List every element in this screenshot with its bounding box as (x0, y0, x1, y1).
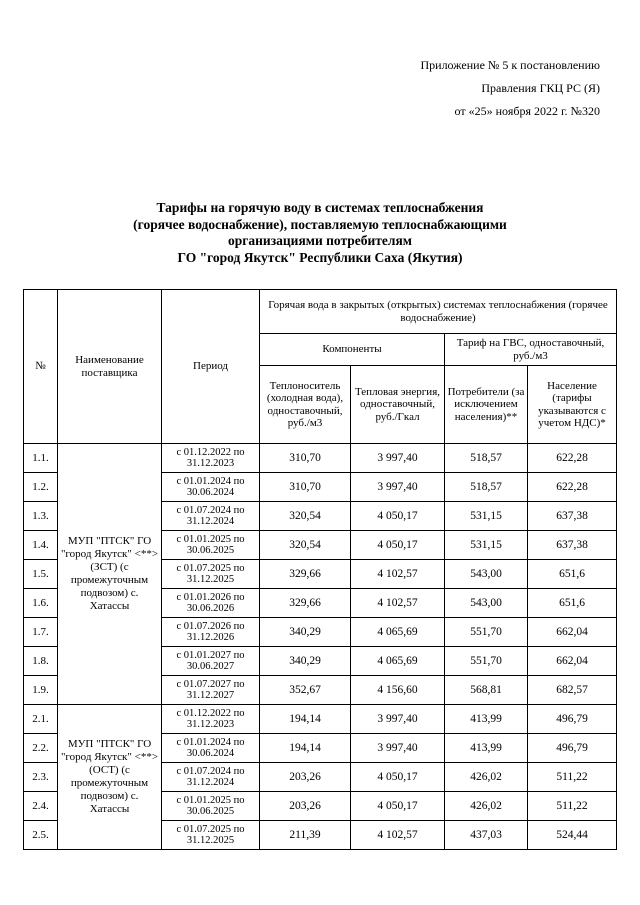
consumers-cell: 551,70 (445, 618, 528, 647)
population-cell: 524,44 (528, 821, 617, 850)
energy-cell: 4 102,57 (351, 560, 445, 589)
header-energy: Тепловая энергия, одноставочный, руб./Гкал (351, 366, 445, 444)
population-cell: 682,57 (528, 676, 617, 705)
row-number: 2.1. (24, 705, 58, 734)
table-row (24, 444, 617, 473)
header-components: Компоненты (260, 334, 445, 366)
energy-cell: 4 050,17 (351, 531, 445, 560)
energy-cell: 4 050,17 (351, 502, 445, 531)
header-tariff: Тариф на ГВС, одноставочный, руб./м3 (445, 334, 617, 366)
period-cell: с 01.07.2025 по 31.12.2025 (162, 560, 260, 589)
document-title (0, 200, 640, 266)
consumers-cell: 568,81 (445, 676, 528, 705)
period-cell: с 01.12.2022 по 31.12.2023 (162, 444, 260, 473)
row-number: 1.3. (24, 502, 58, 531)
consumers-cell: 518,57 (445, 444, 528, 473)
period-cell: с 01.01.2024 по 30.06.2024 (162, 734, 260, 763)
energy-cell: 4 102,57 (351, 589, 445, 618)
energy-cell: 4 102,57 (351, 821, 445, 850)
consumers-cell: 543,00 (445, 589, 528, 618)
period-cell: с 01.01.2026 по 30.06.2026 (162, 589, 260, 618)
supplier-name: МУП "ПТСК" ГО "город Якутск" <**> (ЗСТ) (с промежуточным подвозом) с. Хатассы (58, 444, 162, 705)
period-cell: с 01.01.2027 по 30.06.2027 (162, 647, 260, 676)
energy-cell: 3 997,40 (351, 473, 445, 502)
row-number: 1.2. (24, 473, 58, 502)
period-cell: с 01.01.2025 по 30.06.2025 (162, 531, 260, 560)
appendix-line-2: Правления ГКЦ РС (Я) (481, 81, 600, 95)
coolant-cell: 320,54 (260, 531, 351, 560)
header-coolant: Теплоноситель (холодная вода), одноставочный, руб./м3 (260, 366, 351, 444)
header-period: Период (162, 290, 260, 444)
period-cell: с 01.07.2025 по 31.12.2025 (162, 821, 260, 850)
appendix-line-1: Приложение № 5 к постановлению (420, 58, 600, 72)
title-line-1: Тарифы на горячую воду в системах теплоснабжения (156, 200, 484, 215)
population-cell: 637,38 (528, 531, 617, 560)
header-consumers: Потребители (за исключением населения)** (445, 366, 528, 444)
coolant-cell: 203,26 (260, 763, 351, 792)
table-body (24, 444, 617, 850)
population-cell: 651,6 (528, 560, 617, 589)
appendix-line-3: от «25» ноября 2022 г. №320 (454, 104, 600, 118)
population-cell: 496,79 (528, 734, 617, 763)
consumers-cell: 531,15 (445, 531, 528, 560)
population-cell: 651,6 (528, 589, 617, 618)
period-cell: с 01.07.2027 по 31.12.2027 (162, 676, 260, 705)
energy-cell: 4 065,69 (351, 618, 445, 647)
coolant-cell: 352,67 (260, 676, 351, 705)
coolant-cell: 211,39 (260, 821, 351, 850)
title-line-3: организациями потребителям (228, 233, 412, 248)
energy-cell: 3 997,40 (351, 444, 445, 473)
period-cell: с 01.01.2025 по 30.06.2025 (162, 792, 260, 821)
population-cell: 496,79 (528, 705, 617, 734)
row-number: 1.6. (24, 589, 58, 618)
consumers-cell: 413,99 (445, 705, 528, 734)
table-row (24, 705, 617, 734)
row-number: 2.2. (24, 734, 58, 763)
supplier-name: МУП "ПТСК" ГО "город Якутск" <**> (ОСТ) (с промежуточным подвозом) с. Хатассы (58, 705, 162, 850)
row-number: 1.7. (24, 618, 58, 647)
consumers-cell: 518,57 (445, 473, 528, 502)
header-num: № (24, 290, 58, 444)
coolant-cell: 340,29 (260, 647, 351, 676)
row-number: 1.5. (24, 560, 58, 589)
period-cell: с 01.12.2022 по 31.12.2023 (162, 705, 260, 734)
row-number: 1.9. (24, 676, 58, 705)
energy-cell: 3 997,40 (351, 734, 445, 763)
row-number: 1.1. (24, 444, 58, 473)
table-header (24, 290, 617, 444)
population-cell: 511,22 (528, 763, 617, 792)
population-cell: 662,04 (528, 647, 617, 676)
consumers-cell: 551,70 (445, 647, 528, 676)
period-cell: с 01.07.2026 по 31.12.2026 (162, 618, 260, 647)
header-hot-water: Горячая вода в закрытых (открытых) системах теплоснабжения (горячее водоснабжение) (260, 290, 617, 334)
energy-cell: 4 050,17 (351, 792, 445, 821)
population-cell: 622,28 (528, 473, 617, 502)
population-cell: 511,22 (528, 792, 617, 821)
coolant-cell: 340,29 (260, 618, 351, 647)
row-number: 2.3. (24, 763, 58, 792)
appendix-header (420, 54, 600, 123)
population-cell: 622,28 (528, 444, 617, 473)
consumers-cell: 426,02 (445, 792, 528, 821)
coolant-cell: 329,66 (260, 589, 351, 618)
consumers-cell: 413,99 (445, 734, 528, 763)
energy-cell: 4 156,60 (351, 676, 445, 705)
header-population: Население (тарифы указываются с учетом НДС)* (528, 366, 617, 444)
coolant-cell: 320,54 (260, 502, 351, 531)
period-cell: с 01.01.2024 по 30.06.2024 (162, 473, 260, 502)
population-cell: 662,04 (528, 618, 617, 647)
coolant-cell: 329,66 (260, 560, 351, 589)
consumers-cell: 437,03 (445, 821, 528, 850)
row-number: 1.8. (24, 647, 58, 676)
coolant-cell: 194,14 (260, 705, 351, 734)
title-line-4: ГО "город Якутск" Республики Саха (Якутия) (177, 249, 463, 265)
consumers-cell: 543,00 (445, 560, 528, 589)
period-cell: с 01.07.2024 по 31.12.2024 (162, 763, 260, 792)
period-cell: с 01.07.2024 по 31.12.2024 (162, 502, 260, 531)
row-number: 2.4. (24, 792, 58, 821)
coolant-cell: 310,70 (260, 473, 351, 502)
row-number: 2.5. (24, 821, 58, 850)
energy-cell: 3 997,40 (351, 705, 445, 734)
population-cell: 637,38 (528, 502, 617, 531)
consumers-cell: 426,02 (445, 763, 528, 792)
title-line-2: (горячее водоснабжение), поставляемую теплоснабжающими (133, 216, 507, 232)
energy-cell: 4 065,69 (351, 647, 445, 676)
energy-cell: 4 050,17 (351, 763, 445, 792)
tariff-table (23, 289, 617, 850)
coolant-cell: 310,70 (260, 444, 351, 473)
coolant-cell: 194,14 (260, 734, 351, 763)
row-number: 1.4. (24, 531, 58, 560)
header-supplier: Наименование поставщика (58, 290, 162, 444)
consumers-cell: 531,15 (445, 502, 528, 531)
coolant-cell: 203,26 (260, 792, 351, 821)
